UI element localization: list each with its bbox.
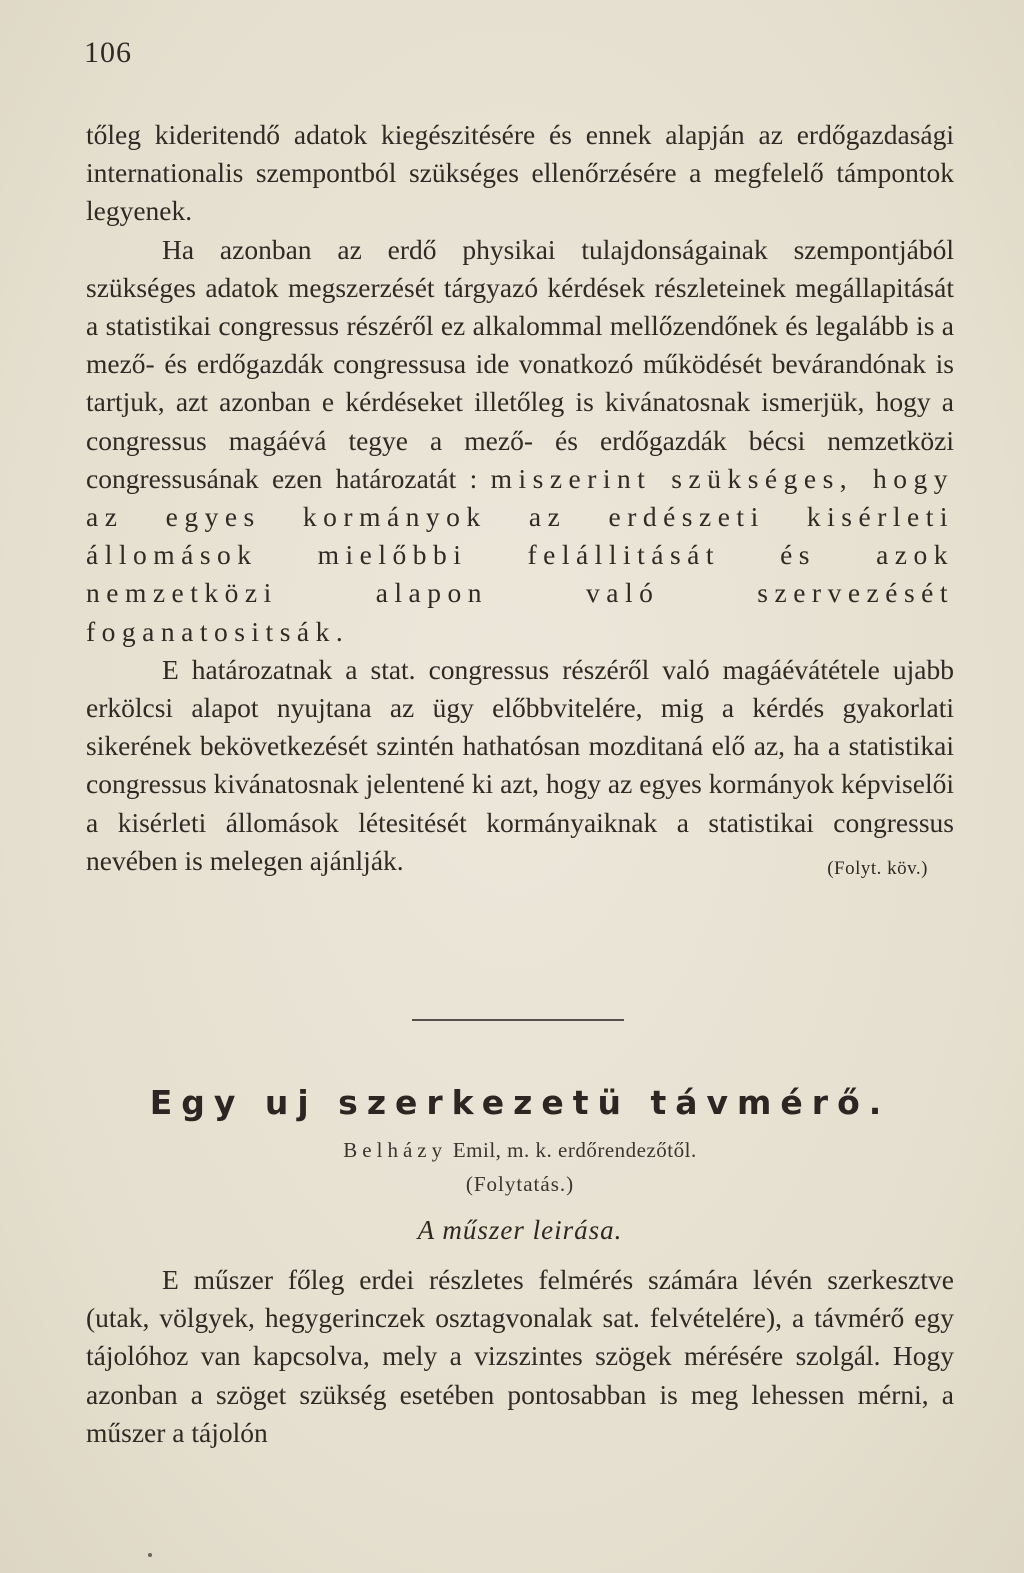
section-heading: A műszer leirása. (417, 1215, 623, 1245)
continuation-note: (Folytatás.) (465, 1172, 575, 1196)
author-byline (86, 1138, 954, 1163)
article-paragraph: E műszer főleg erdei részletes felmérés számára lévén szerkesztve (utak, völgyek, hegygerinczek osztagvonalak sat. felvételére), a távmérő egy tájolóhoz van kapcsolva, mely a vizszintes szögek mérésére szolgál. Hogy azonban a szöget szükség esetében pontosabban is meg lehessen mérni, a műszer a tájolón (86, 1264, 954, 1448)
continued-paragraph: tőleg kideritendő adatok kiegészitésére és ennek alapján az erdőgazdasági internationalis szempontból szükséges ellenőrzésére a megfelelő támpontok legyenek. (86, 119, 954, 227)
section-divider (412, 1019, 624, 1021)
article-title: Egy uj szerkezetü távmérő. (149, 1083, 891, 1122)
paragraph-congress-resolution (86, 231, 954, 651)
to-be-continued-note: (Folyt. köv.) (827, 857, 928, 879)
author-title: Emil, m. k. erdőrendezőtől. (447, 1138, 697, 1162)
main-text-column (86, 116, 954, 888)
page-number: 106 (84, 36, 132, 69)
paper-speck (148, 1553, 152, 1557)
resolution-quote: miszerint szükséges, hogy az egyes kormányok az erdészeti kisérleti állomások mielőbbi felállitását és azok nemzetközi alapon való szervezését foganatositsák. (86, 462, 954, 647)
article-text-column (86, 1261, 954, 1452)
paragraph-text: Ha azonban az erdő physikai tulajdonságainak szempontjából szükséges adatok megszerzését tárgyazó kérdések részleteinek megállapitását a statistikai congressus részéről ez alkalommal mellőzendőnek és legalább is a mező- és erdőgazdák congressusa ide vonatkozó működését bevárandónak is tartjuk, azt azonban e kérdéseket illetőleg is kivánatosnak ismerjük, hogy a congressus magáévá tegye a mező- és erdőgazdák bécsi nemzetközi congressusának ezen határozatát : (86, 233, 954, 494)
paragraph-moral-basis (86, 651, 954, 880)
paragraph-text: E határozatnak a stat. congressus részéről való magáévátétele ujabb erkölcsi alapot nyujtana az ügy előbbvitelére, mig a kérdés gyakorlati sikerének bekövetkezését szintén hathatósan mozditaná elő az, ha a statistikai congressus kivánatosnak jelentené ki azt, hogy az egyes kormányok képviselői a kisérleti állomások létesitését kormányaiknak a statistikai congressus nevében is melegen ajánlják. (86, 653, 954, 876)
author-surname: Belházy (343, 1138, 448, 1162)
